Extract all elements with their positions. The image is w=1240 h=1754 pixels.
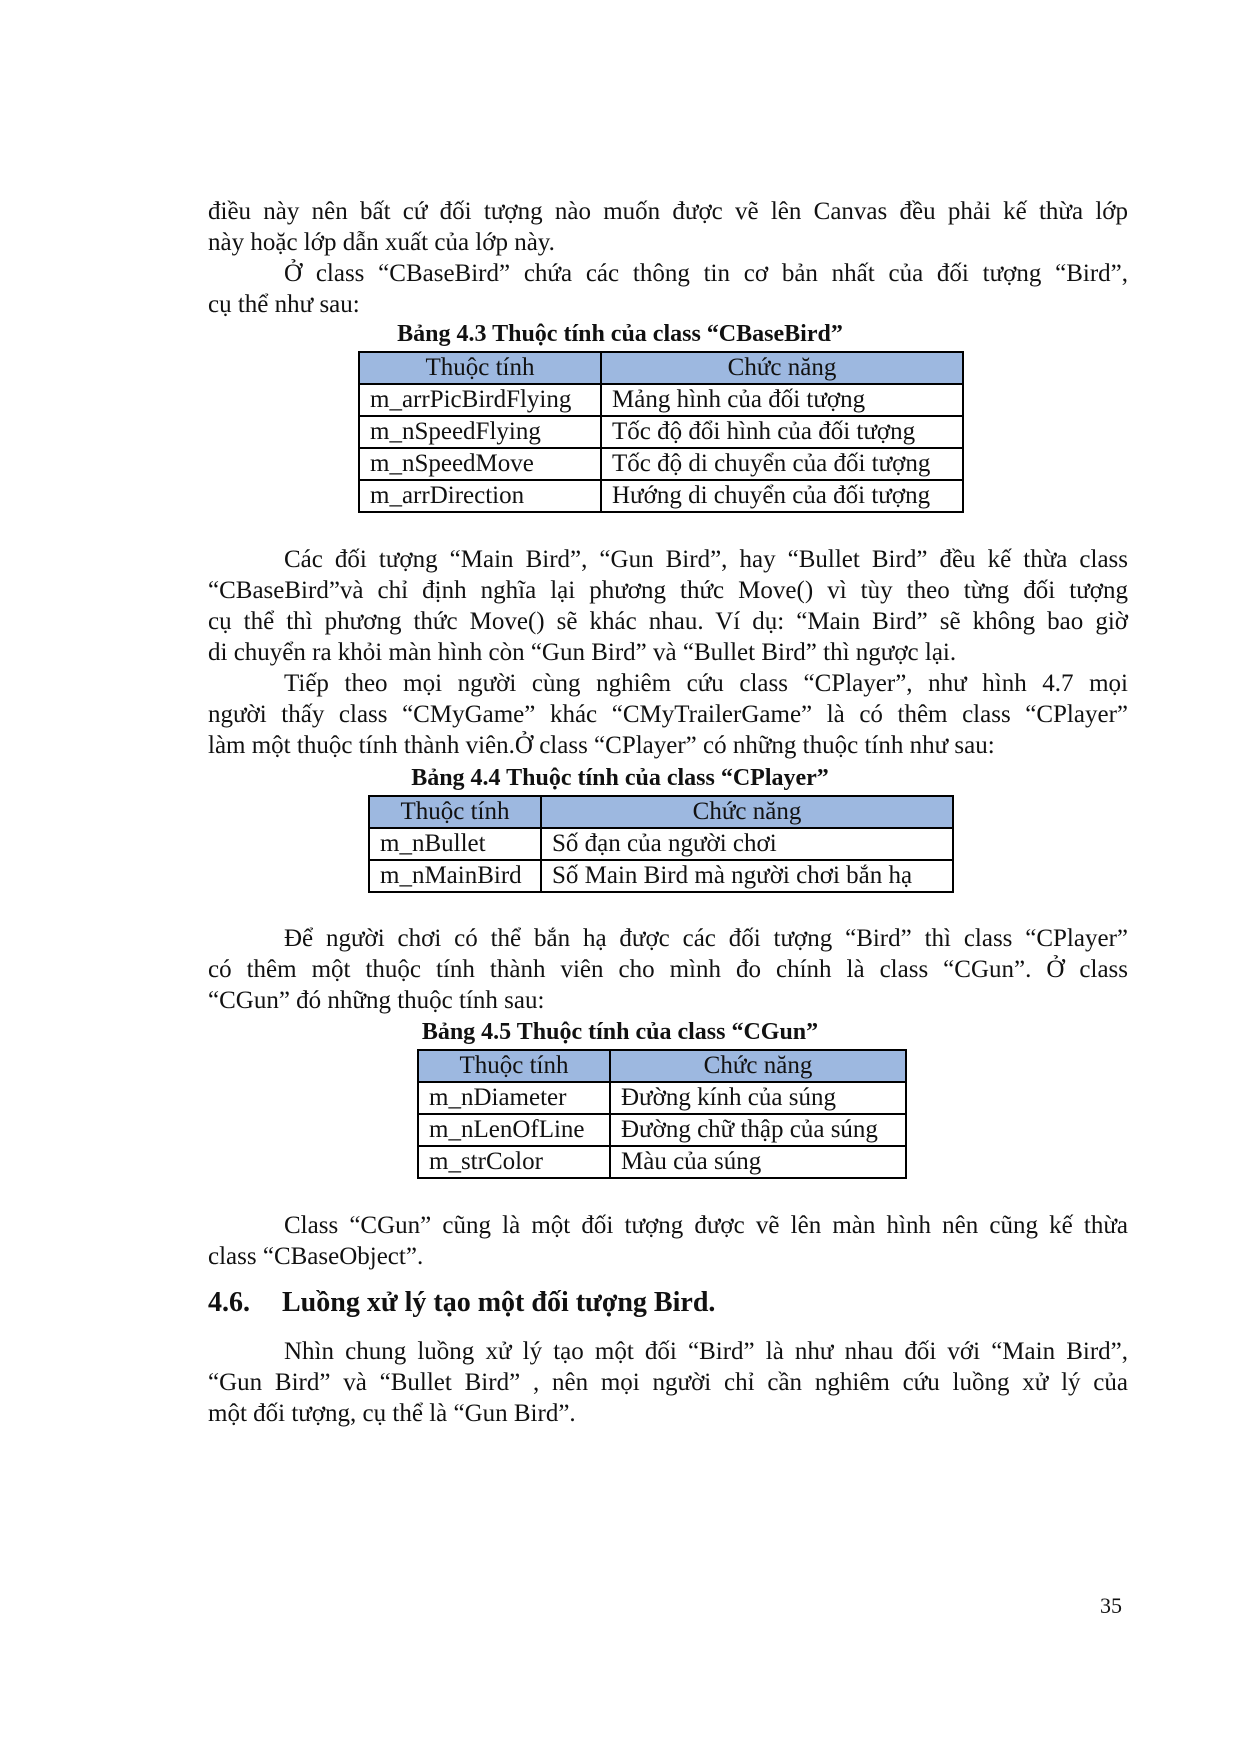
table-row bbox=[418, 1082, 906, 1114]
table-row bbox=[418, 1114, 906, 1146]
text-line: làm một thuộc tính thành viên.Ở class “CPlayer” có những thuộc tính như sau: bbox=[208, 732, 995, 759]
attribute-cell: m_nMainBird bbox=[369, 860, 541, 892]
attribute-cell: m_arrDirection bbox=[359, 480, 601, 512]
function-cell: Mảng hình của đối tượng bbox=[601, 384, 963, 416]
table-caption-4-3: Bảng 4.3 Thuộc tính của class “CBaseBird” bbox=[397, 321, 843, 347]
function-cell: Đường kính của súng bbox=[610, 1082, 906, 1114]
table-row bbox=[369, 828, 953, 860]
table-cgun-attributes bbox=[417, 1049, 907, 1179]
text-line: di chuyển ra khỏi màn hình còn “Gun Bird” và “Bullet Bird” thì ngược lại. bbox=[208, 639, 957, 666]
table-cplayer-attributes bbox=[368, 795, 954, 893]
function-cell: Số Main Bird mà người chơi bắn hạ bbox=[541, 860, 953, 892]
table-header-row bbox=[418, 1050, 906, 1082]
attribute-cell: m_arrPicBirdFlying bbox=[359, 384, 601, 416]
text-line: Tiếp theo mọi người cùng nghiêm cứu class “CPlayer”, như hình 4.7 mọi bbox=[284, 670, 1128, 697]
attribute-cell: m_nSpeedFlying bbox=[359, 416, 601, 448]
table-row bbox=[359, 416, 963, 448]
column-header-attribute: Thuộc tính bbox=[369, 796, 541, 828]
paragraph-4 bbox=[208, 668, 1128, 761]
text-line: Class “CGun” cũng là một đối tượng được vẽ lên màn hình nên cũng kế thừa bbox=[284, 1212, 1128, 1239]
table-row bbox=[359, 384, 963, 416]
section-number: 4.6. bbox=[208, 1287, 250, 1318]
function-cell: Hướng di chuyển của đối tượng bbox=[601, 480, 963, 512]
section-title: Luồng xử lý tạo một đối tượng Bird. bbox=[282, 1287, 716, 1318]
text-line: cụ thể thì phương thức Move() sẽ khác nhau. Ví dụ: “Main Bird” sẽ không bao giờ bbox=[208, 608, 1128, 635]
paragraph-5 bbox=[208, 923, 1128, 1016]
text-line: này hoặc lớp dẫn xuất của lớp này. bbox=[208, 229, 555, 256]
attribute-cell: m_nLenOfLine bbox=[418, 1114, 610, 1146]
paragraph-3 bbox=[208, 544, 1128, 668]
paragraph-1 bbox=[208, 196, 1128, 258]
text-line: điều này nên bất cứ đối tượng nào muốn được vẽ lên Canvas đều phải kế thừa lớp bbox=[208, 198, 1128, 225]
attribute-cell: m_nDiameter bbox=[418, 1082, 610, 1114]
column-header-attribute: Thuộc tính bbox=[359, 352, 601, 384]
text-line: class “CBaseObject”. bbox=[208, 1243, 424, 1270]
function-cell: Số đạn của người chơi bbox=[541, 828, 953, 860]
table-row bbox=[369, 860, 953, 892]
paragraph-7 bbox=[208, 1336, 1128, 1429]
text-line: cụ thể như sau: bbox=[208, 291, 360, 318]
column-header-function: Chức năng bbox=[610, 1050, 906, 1082]
table-cbasebird-attributes bbox=[358, 351, 964, 513]
column-header-function: Chức năng bbox=[541, 796, 953, 828]
table-row bbox=[418, 1146, 906, 1178]
table-row bbox=[359, 480, 963, 512]
text-line: một đối tượng, cụ thể là “Gun Bird”. bbox=[208, 1400, 576, 1427]
paragraph-2 bbox=[208, 258, 1128, 320]
text-line: “CGun” đó những thuộc tính sau: bbox=[208, 987, 545, 1014]
table-header-row bbox=[359, 352, 963, 384]
text-line: Các đối tượng “Main Bird”, “Gun Bird”, hay “Bullet Bird” đều kế thừa class bbox=[284, 546, 1128, 573]
attribute-cell: m_nSpeedMove bbox=[359, 448, 601, 480]
table-caption-4-4: Bảng 4.4 Thuộc tính của class “CPlayer” bbox=[411, 765, 829, 791]
function-cell: Màu của súng bbox=[610, 1146, 906, 1178]
table-caption-4-5: Bảng 4.5 Thuộc tính của class “CGun” bbox=[421, 1019, 819, 1045]
page-number: 35 bbox=[1100, 1593, 1122, 1618]
text-line: người thấy class “CMyGame” khác “CMyTrailerGame” là có thêm class “CPlayer” bbox=[208, 701, 1128, 728]
function-cell: Đường chữ thập của súng bbox=[610, 1114, 906, 1146]
function-cell: Tốc độ đổi hình của đối tượng bbox=[601, 416, 963, 448]
column-header-attribute: Thuộc tính bbox=[418, 1050, 610, 1082]
attribute-cell: m_nBullet bbox=[369, 828, 541, 860]
table-row bbox=[359, 448, 963, 480]
text-line: có thêm một thuộc tính thành viên cho mình đo chính là class “CGun”. Ở class bbox=[208, 956, 1128, 983]
column-header-function: Chức năng bbox=[601, 352, 963, 384]
text-line: “CBaseBird”và chỉ định nghĩa lại phương thức Move() vì tùy theo từng đối tượng bbox=[208, 577, 1128, 604]
text-line: Ở class “CBaseBird” chứa các thông tin cơ bản nhất của đối tượng “Bird”, bbox=[284, 260, 1128, 287]
paragraph-6 bbox=[208, 1210, 1128, 1272]
text-line: Nhìn chung luồng xử lý tạo một đối “Bird” là như nhau đối với “Main Bird”, bbox=[284, 1338, 1128, 1365]
text-line: “Gun Bird” và “Bullet Bird” , nên mọi người chỉ cần nghiêm cứu luồng xử lý của bbox=[208, 1369, 1128, 1396]
text-line: Để người chơi có thể bắn hạ được các đối tượng “Bird” thì class “CPlayer” bbox=[284, 925, 1128, 952]
table-header-row bbox=[369, 796, 953, 828]
function-cell: Tốc độ di chuyển của đối tượng bbox=[601, 448, 963, 480]
section-heading bbox=[208, 1286, 715, 1320]
attribute-cell: m_strColor bbox=[418, 1146, 610, 1178]
